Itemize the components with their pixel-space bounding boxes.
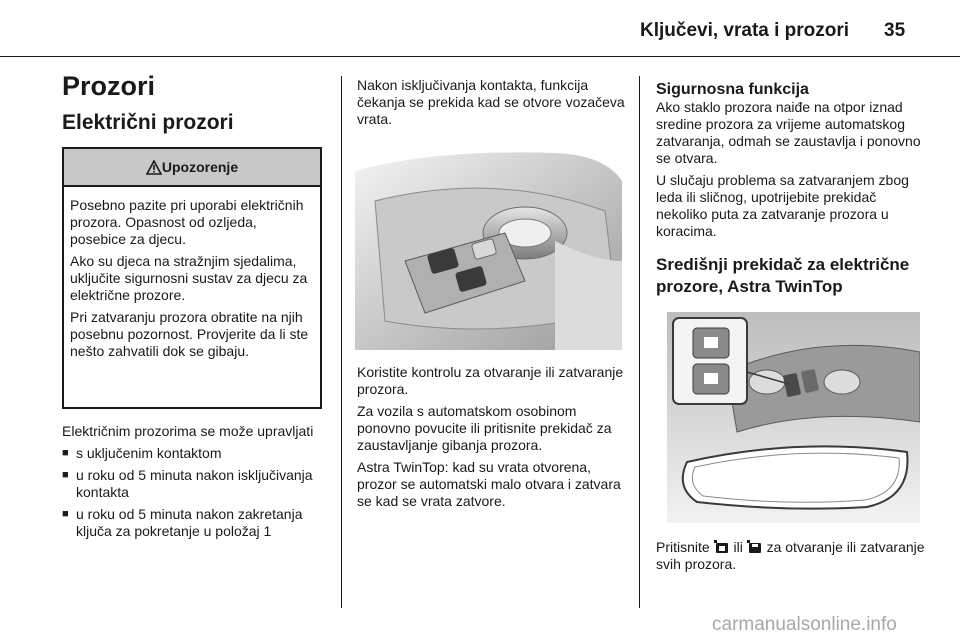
- list-item: ■ s uključenim kontaktom: [62, 445, 324, 462]
- left-body: [62, 423, 324, 545]
- list-item: ■ u roku od 5 minuta nakon isključivanja kontakta: [62, 467, 324, 501]
- conditions-list: [62, 445, 324, 540]
- page-number: 35: [884, 20, 906, 41]
- window-close-icon: [747, 540, 763, 554]
- final-text-pre: Pritisnite: [656, 539, 710, 555]
- final-text-post: za otvaranje ili zatvaranje svih prozora.: [656, 539, 925, 572]
- body-paragraph: Astra TwinTop: kad su vrata otvorena, prozor se automatski malo otvara i zatvara se kad se vrata zatvore.: [357, 459, 621, 509]
- list-item: ■ u roku od 5 minuta nakon zakretanja ključa za pokretanje u položaj 1: [62, 506, 324, 540]
- body-paragraph: Koristite kontrolu za otvaranje ili zatvaranje prozora.: [357, 364, 624, 397]
- left-headings: [62, 70, 324, 136]
- middle-body: [357, 364, 629, 515]
- warning-paragraph: Posebno pazite pri uporabi električnih prozora. Opasnost od ozljeda, posebice za djecu.: [70, 197, 304, 247]
- middle-intro: [357, 77, 627, 133]
- body-paragraph: Nakon isključivanja kontakta, funkcija čekanja se prekida kad se otvore vozačeva vrata.: [357, 77, 625, 127]
- window-open-icon: [714, 540, 730, 554]
- body-paragraph: Ako staklo prozora naiđe na otpor iznad sredine prozora za vrijeme automatskog zatvaranja, odmah se zaustavlja i ponovno se otvara.: [656, 99, 921, 166]
- final-text-mid: ili: [733, 539, 743, 555]
- right-top: [656, 80, 926, 298]
- watermark: carmanualsonline.info: [712, 614, 897, 635]
- body-paragraph: Za vozila s automatskom osobinom ponovno povucite ili pritisnite prekidač za zaustavljanje gibanja prozora.: [357, 403, 612, 453]
- central-window-switch-illustration: [667, 312, 920, 523]
- body-paragraph: U slučaju problema sa zatvaranjem zbog leda ili sličnog, upotrijebite prekidač nekoliko puta za zatvaranje prozora u koracima.: [656, 172, 909, 239]
- intro-paragraph: Električnim prozorima se može upravljati: [62, 423, 314, 439]
- central-switch-heading: Središnji prekidač za električne prozore, Astra TwinTop: [656, 255, 910, 296]
- column-divider-2: [639, 76, 640, 608]
- header-rule: [0, 56, 960, 57]
- running-header-title: Ključevi, vrata i prozori: [640, 20, 850, 41]
- warning-title: Upozorenje: [161, 159, 239, 175]
- warning-box: [62, 147, 322, 409]
- warning-body: [64, 187, 320, 360]
- warning-paragraph: Pri zatvaranju prozora obratite na njih posebnu pozornost. Provjerite da li ste nešto zahvatili dok se gibaju.: [70, 309, 309, 359]
- warning-triangle-icon: [146, 160, 162, 175]
- section-heading: Prozori: [62, 71, 156, 101]
- subsection-heading: Električni prozori: [62, 111, 234, 134]
- right-final: [656, 539, 926, 578]
- column-divider-1: [341, 76, 342, 608]
- warning-header: [64, 149, 320, 187]
- safety-heading: Sigurnosna funkcija: [656, 81, 809, 98]
- warning-paragraph: Ako su djeca na stražnjim sjedalima, uključite sigurnosni sustav za djecu za električne prozore.: [70, 253, 308, 303]
- door-window-switch-illustration: [355, 141, 622, 350]
